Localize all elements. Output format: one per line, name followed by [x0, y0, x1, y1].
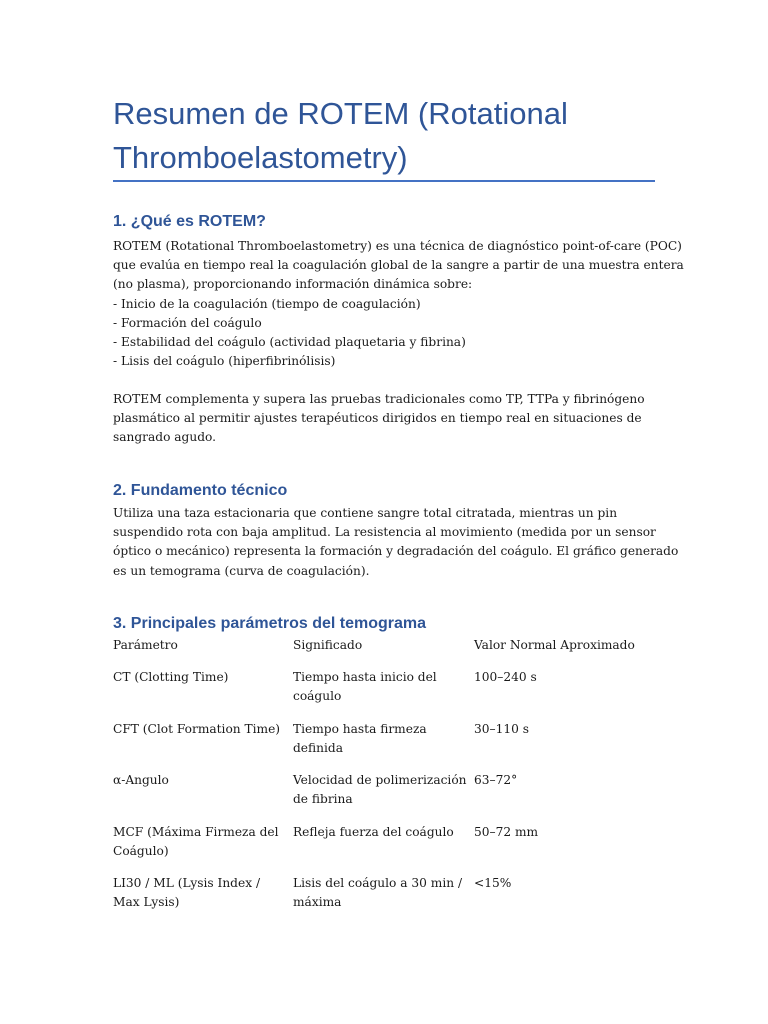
text-line: es un temograma (curva de coagulación). — [113, 563, 370, 578]
text-line: suspendido rota con baja amplitud. La resistencia al movimiento (medida por un sensor — [113, 525, 656, 540]
table-cell-value: 100–240 s — [474, 670, 537, 684]
cell-line: máxima — [293, 895, 342, 910]
text-line: ROTEM (Rotational Thromboelastometry) es una técnica de diagnóstico point-of-care (POC) — [113, 239, 682, 253]
cell-line: Max Lysis) — [113, 895, 180, 910]
document-title: Resumen de ROTEM (Rotational Thromboelastometry) — [113, 96, 568, 175]
table-cell-parameter — [113, 823, 283, 861]
cell-line: Coágulo) — [113, 844, 169, 859]
cell-line: CT (Clotting Time) — [113, 670, 229, 684]
table-cell-parameter — [113, 668, 283, 687]
text-line: Utiliza una taza estacionaria que contiene sangre total citratada, mientras un pin — [113, 506, 618, 520]
table-header-cell: Significado — [293, 638, 363, 652]
cell-line: Tiempo hasta firmeza — [293, 722, 427, 736]
cell-line: de fibrina — [293, 792, 353, 807]
table-cell-parameter — [113, 720, 283, 739]
text-line: sangrado agudo. — [113, 430, 216, 445]
section-1-paragraph-2 — [113, 390, 655, 448]
cell-line: Tiempo hasta inicio del — [293, 670, 437, 684]
list-item: - Estabilidad del coágulo (actividad plaquetaria y fibrina) — [113, 335, 466, 350]
cell-line: Refleja fuerza del coágulo — [293, 825, 454, 839]
table-cell-value: 63–72° — [474, 773, 518, 787]
cell-line: MCF (Máxima Firmeza del — [113, 825, 279, 839]
table-cell-meaning — [293, 720, 469, 758]
cell-line: definida — [293, 741, 343, 756]
table-cell-meaning — [293, 668, 469, 706]
table-cell-value: <15% — [474, 876, 512, 890]
section-heading-what-is-rotem: 1. ¿Qué es ROTEM? — [113, 213, 266, 230]
section-2-paragraph — [113, 504, 679, 581]
table-cell-parameter — [113, 771, 283, 790]
table-cell-parameter — [113, 874, 283, 912]
table-cell-meaning — [293, 823, 469, 842]
table-cell-value: 30–110 s — [474, 722, 529, 736]
title-divider — [113, 180, 655, 182]
text-line: óptico o mecánico) representa la formación y degradación del coágulo. El gráfico generado — [113, 544, 679, 559]
cell-line: CFT (Clot Formation Time) — [113, 722, 281, 736]
section-heading-parameters: 3. Principales parámetros del temograma — [113, 615, 427, 632]
text-line: plasmático al permitir ajustes terapéuticos dirigidos en tiempo real en situaciones de — [113, 411, 642, 426]
cell-line: LI30 / ML (Lysis Index / — [113, 876, 261, 890]
table-header-cell: Parámetro — [113, 638, 178, 652]
section-heading-technical-basis: 2. Fundamento técnico — [113, 482, 288, 499]
section-1-paragraph-1 — [113, 237, 684, 371]
cell-line: coágulo — [293, 689, 342, 704]
table-cell-meaning — [293, 874, 469, 912]
list-item: - Inicio de la coagulación (tiempo de coagulación) — [113, 296, 421, 311]
table-cell-value: 50–72 mm — [474, 825, 539, 839]
cell-line: Velocidad de polimerización — [293, 773, 467, 787]
list-item: - Lisis del coágulo (hiperfibrinólisis) — [113, 354, 336, 369]
text-line: que evalúa en tiempo real la coagulación global de la sangre a partir de una muestra entera — [113, 258, 684, 273]
table-cell-meaning — [293, 771, 469, 809]
table-header-cell: Valor Normal Aproximado — [474, 638, 635, 652]
cell-line: α-Angulo — [113, 773, 169, 787]
text-line: (no plasma), proporcionando información dinámica sobre: — [113, 277, 473, 292]
cell-line: Lisis del coágulo a 30 min / — [293, 876, 463, 890]
text-line: ROTEM complementa y supera las pruebas tradicionales como TP, TTPa y fibrinógeno — [113, 392, 645, 406]
list-item: - Formación del coágulo — [113, 315, 262, 330]
